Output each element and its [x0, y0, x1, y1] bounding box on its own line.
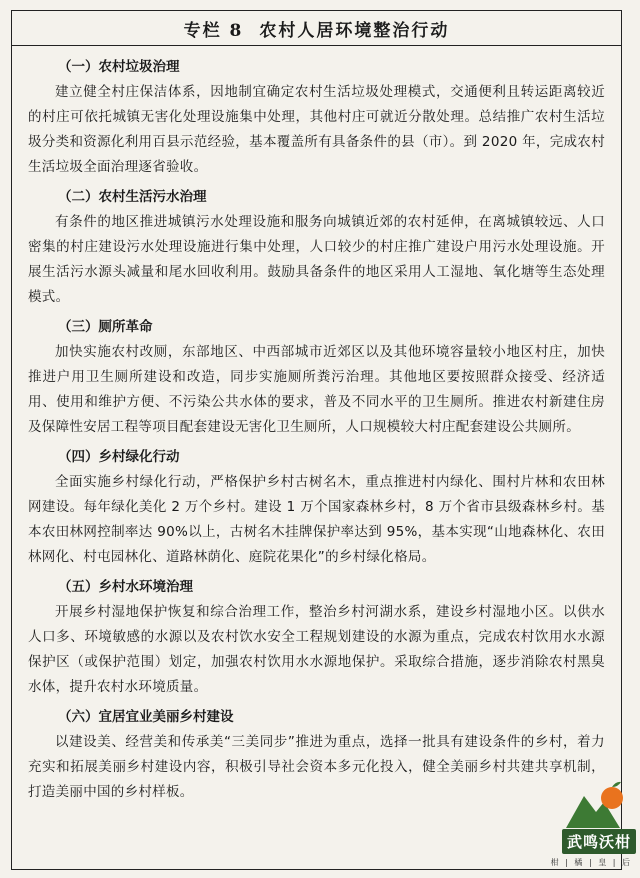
section-heading: （五）乡村水环境治理 — [58, 579, 193, 595]
section-body: 开展乡村湿地保护恢复和综合治理工作，整治乡村河湖水系，建设乡村湿地小区。以供水人口多、环境敏感的水源以及农村饮水安全工程规划建设的水源为重点，完成农村饮用水水源保护区（或保护范围）划定，加强农村饮用水水源地保护。采取综合措施，逐步消除农村黑臭水体，提升农村水环境质量。 — [28, 604, 605, 695]
section-body: 以建设美、经营美和传承美“三美同步”推进为重点，选择一批具有建设条件的乡村，着力充实和拓展美丽乡村建设内容，积极引导社会资本多元化投入，健全美丽乡村共建共享机制，打造美丽中国的乡村样板。 — [28, 734, 605, 800]
section-2 — [28, 184, 605, 310]
box-title — [12, 11, 621, 46]
section-5 — [28, 574, 605, 700]
section-heading: （二）农村生活污水治理 — [58, 189, 207, 205]
orange-fruit-icon — [558, 778, 628, 834]
brand-logo — [518, 778, 636, 868]
section-body: 加快实施农村改厕，东部地区、中西部城市近郊区以及其他环境容量较小地区村庄，加快推进户用卫生厕所建设和改造，同步实施厕所粪污治理。其他地区要按照群众接受、经济适用、使用和维护方便、不污染公共水体的要求，普及不同水平的卫生厕所。推进农村新建住房及保障性安居工程等项目配套建设无害化卫生厕所，人口规模较大村庄配套建设公共厕所。 — [28, 344, 605, 435]
section-body: 全面实施乡村绿化行动，严格保护乡村古树名木，重点推进村内绿化、围村片林和农田林网建设。每年绿化美化 2 万个乡村。建设 1 万个国家森林乡村，8 万个省市县级森林乡村。基本农田林网控制率达 90%以上，古树名木挂牌保护率达到 95%，基本实现“山地森林化、农田林网化、村屯园林化、道路林荫化、庭院花果化”的乡村绿化格局。 — [28, 474, 605, 565]
brand-slogan: 柑 | 橘 | 皇 | 后 — [550, 858, 632, 867]
section-1 — [28, 54, 605, 180]
document-frame — [11, 10, 622, 870]
section-heading: （三）厕所革命 — [58, 319, 153, 335]
box-content — [12, 46, 621, 805]
section-heading: （六）宜居宜业美丽乡村建设 — [58, 709, 234, 725]
section-body: 建立健全村庄保洁体系，因地制宜确定农村生活垃圾处理模式，交通便利且转运距离较近的村庄可依托城镇无害化处理设施集中处理，其他村庄可就近分散处理。总结推广农村生活垃圾分类和资源化利用百县示范经验，基本覆盖所有具备条件的县（市）。到 2020 年，完成农村生活垃圾全面治理逐省验收。 — [28, 84, 605, 175]
brand-name: 武鸣沃柑 — [562, 829, 636, 854]
box-title-name: 农村人居环境整治行动 — [259, 20, 450, 41]
section-4 — [28, 444, 605, 570]
section-heading: （一）农村垃圾治理 — [58, 59, 180, 75]
section-3 — [28, 314, 605, 440]
section-heading: （四）乡村绿化行动 — [58, 449, 180, 465]
box-title-label: 专栏 8 — [183, 20, 244, 41]
section-body: 有条件的地区推进城镇污水处理设施和服务向城镇近郊的农村延伸，在离城镇较远、人口密集的村庄建设污水处理设施进行集中处理，人口较少的村庄推广建设户用污水处理设施。开展生活污水源头减量和尾水回收利用。鼓励具备条件的地区采用人工湿地、氧化塘等生态处理模式。 — [28, 214, 605, 305]
